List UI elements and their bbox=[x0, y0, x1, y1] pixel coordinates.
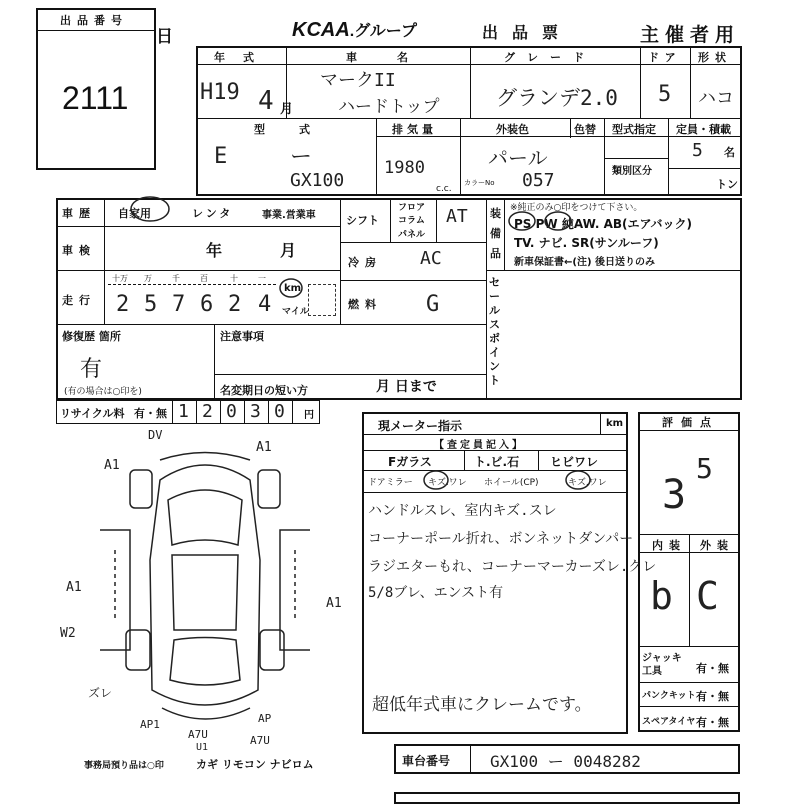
equipment-line3: 新車保証書←(注) 後日送りのみ bbox=[514, 257, 656, 268]
diagram-mark-ap1: AP1 bbox=[140, 718, 160, 731]
ac-label: 冷房 bbox=[348, 256, 382, 269]
diagram-mark-a1-right-top: A1 bbox=[256, 440, 272, 455]
capacity-unit: 名 bbox=[724, 146, 735, 159]
history-selected-circle bbox=[130, 196, 170, 222]
equipment-line1: PS PW 純AW. AB(エアバック) bbox=[514, 217, 693, 231]
note-line-3: ラジエターもれ、コーナーマーカーズレ.クレ bbox=[368, 559, 657, 575]
recycle-digit-5: 0 bbox=[274, 401, 285, 422]
year-header: 年式 bbox=[214, 51, 272, 64]
diagram-mark-a1-left-top: A1 bbox=[104, 458, 120, 473]
check-mirror-damage: キズ.ワレ bbox=[428, 478, 467, 488]
mile-label: マイル bbox=[282, 307, 309, 317]
cc-unit: c.c. bbox=[436, 184, 452, 194]
grade-header: グレード bbox=[504, 51, 596, 64]
mileage-label: 走行 bbox=[62, 294, 96, 307]
short-term-date: 月 日まで bbox=[376, 379, 437, 395]
sales-point-label: セールスポイント bbox=[489, 276, 500, 387]
notes-label: 注意事項 bbox=[220, 330, 264, 343]
mileage-digit-label-1k: 千 bbox=[172, 274, 180, 283]
note-line-1: ハンドルスレ、室内キズ.スレ bbox=[368, 503, 557, 519]
car-name-line2: ハードトップ bbox=[338, 97, 440, 117]
lot-number-box bbox=[36, 8, 156, 170]
color-value: パール bbox=[488, 146, 548, 170]
shape-header: 形状 bbox=[698, 51, 732, 64]
shift-panel: パネル bbox=[398, 230, 426, 240]
check-chip: ト.ビ.石 bbox=[474, 455, 520, 469]
mileage-digit-label-1: 一 bbox=[258, 274, 266, 283]
day-char: 日 bbox=[156, 27, 173, 47]
exterior-color-header: 外装色 bbox=[496, 123, 529, 136]
year-month: 4 bbox=[258, 86, 274, 116]
km-label: km bbox=[284, 283, 302, 294]
history-option-private: 自家用 bbox=[118, 207, 151, 220]
repair-note: (有の場合は○印を) bbox=[64, 387, 142, 397]
fuel-label: 燃料 bbox=[348, 298, 382, 311]
mileage-digit-label-100: 百 bbox=[200, 274, 208, 283]
interior-label: 内装 bbox=[652, 539, 686, 552]
shift-column: コラム bbox=[398, 216, 425, 226]
car-diagram bbox=[90, 440, 320, 740]
check-mirror: ドアミラー bbox=[368, 478, 413, 488]
note-line-5: 超低年式車にクレームです。 bbox=[372, 695, 592, 715]
name-header: 車名 bbox=[346, 51, 448, 64]
interior-value: b bbox=[650, 574, 673, 618]
spare-label: スペアタイヤ bbox=[642, 717, 696, 727]
mileage-digit-6: 4 bbox=[258, 292, 272, 317]
evaluation-score: 3 bbox=[662, 472, 687, 518]
color-no-value: 057 bbox=[522, 170, 555, 191]
repair-value: 有 bbox=[80, 357, 103, 382]
diagram-mark-dv: DV bbox=[148, 428, 163, 442]
month-char: 月 bbox=[280, 102, 294, 117]
history-option-business: 事業.営業車 bbox=[262, 210, 316, 221]
color-change-header: 色替 bbox=[574, 123, 596, 136]
km-circle bbox=[279, 278, 303, 298]
mileage-digit-5: 2 bbox=[228, 292, 242, 317]
diagram-mark-zure: ズレ bbox=[88, 686, 113, 700]
recycle-digit-4: 3 bbox=[250, 401, 261, 422]
diagram-mark-a7u-2: A7U bbox=[250, 734, 270, 747]
mileage-digit-label-10: 十 bbox=[230, 274, 238, 283]
equipment-note: ※純正のみ○印をつけて下さい。 bbox=[510, 203, 643, 213]
group-title: KCAA.グループ bbox=[292, 19, 417, 41]
diagram-mark-u1: U1 bbox=[196, 742, 209, 753]
recycle-digit-2: 2 bbox=[202, 401, 213, 422]
diagram-mark-ap: AP bbox=[258, 712, 272, 725]
check-crack: ヒビワレ bbox=[550, 455, 599, 469]
color-no-label: カラーNo bbox=[464, 179, 495, 187]
door-header: ドア bbox=[648, 51, 682, 64]
model-prefix: E bbox=[214, 144, 228, 169]
recycle-unit: 円 bbox=[304, 410, 314, 421]
mileage-digit-label-10k: 万 bbox=[144, 274, 152, 283]
lot-number-label: 出品番号 bbox=[60, 14, 128, 27]
mileage-digit-4: 6 bbox=[200, 292, 214, 317]
mile-checkbox[interactable] bbox=[308, 284, 336, 316]
meter-km: km bbox=[606, 418, 624, 429]
mileage-digit-label-100k: 十万 bbox=[112, 274, 128, 283]
inspection-month: 月 bbox=[280, 241, 297, 260]
shift-floor: フロア bbox=[398, 203, 426, 213]
check-wheel-damage: キズ.ワレ bbox=[568, 478, 607, 488]
model-code: GX100 bbox=[290, 170, 345, 191]
recycle-digit-3: 0 bbox=[226, 401, 237, 422]
mileage-digit-3: 7 bbox=[172, 292, 186, 317]
recycle-option: 有・無 bbox=[134, 407, 167, 420]
equipment-line2: TV. ナビ. SR(サンルーフ) bbox=[514, 236, 659, 250]
capacity-value: 5 bbox=[692, 140, 703, 161]
jack-option: 有・無 bbox=[696, 662, 729, 675]
shape-value: ハコ bbox=[698, 88, 734, 109]
exterior-value: C bbox=[696, 574, 719, 618]
shift-value: AT bbox=[446, 206, 468, 227]
model-header: 型式 bbox=[254, 123, 344, 136]
exterior-label: 外装 bbox=[700, 539, 734, 552]
repair-label: 修復歴 箇所 bbox=[62, 330, 121, 343]
note-line-4: 5/8ブレ、エンスト有 bbox=[368, 585, 504, 601]
spare-option: 有・無 bbox=[696, 716, 729, 729]
shift-label: シフト bbox=[346, 214, 379, 227]
evaluation-score-sup: 5 bbox=[696, 452, 713, 485]
year-era: H19 bbox=[200, 80, 240, 105]
puncture-label: パンクキット bbox=[642, 691, 696, 701]
car-name-line1: マークII bbox=[320, 70, 396, 91]
category-label: 類別区分 bbox=[612, 166, 652, 177]
ac-value: AC bbox=[420, 248, 442, 269]
inspector-label: 【査定員記入】 bbox=[434, 440, 525, 451]
note-line-2: コーナーポール折れ、ボンネットダンパー bbox=[368, 531, 634, 547]
recycle-label: リサイクル料 bbox=[60, 407, 125, 420]
model-dash: ー bbox=[290, 145, 313, 170]
host-use-label: 主催者用 bbox=[640, 24, 741, 46]
history-label: 車歴 bbox=[62, 207, 96, 220]
history-option-rental: レンタ bbox=[192, 207, 234, 220]
equipment-circles bbox=[508, 211, 604, 231]
lot-number-value: 2111 bbox=[62, 80, 129, 116]
chassis-value: GX100 ー 0048282 bbox=[490, 752, 641, 771]
fuel-value: G bbox=[426, 292, 440, 317]
ton-unit: トン bbox=[716, 178, 738, 191]
key-items: カギ リモコン ナビロム bbox=[196, 758, 314, 771]
mileage-digit-2: 5 bbox=[144, 292, 158, 317]
doors-value: 5 bbox=[658, 82, 672, 107]
office-items-label: 事務局預り品は○印 bbox=[84, 761, 164, 771]
short-term-label: 名変期日の短い方 bbox=[220, 384, 308, 397]
inspection-year: 年 bbox=[206, 241, 223, 260]
jack-label: ジャッキ工具 bbox=[642, 653, 682, 677]
check-circles bbox=[422, 470, 572, 492]
sheet-title: 出品票 bbox=[482, 23, 573, 42]
model-designation-header: 型式指定 bbox=[612, 123, 656, 136]
recycle-digit-1: 1 bbox=[178, 401, 189, 422]
diagram-mark-w2: W2 bbox=[60, 626, 76, 641]
capacity-header: 定員・積載 bbox=[676, 123, 731, 136]
diagram-mark-a1-left: A1 bbox=[66, 580, 82, 595]
diagram-mark-a7u-1: A7U bbox=[188, 728, 208, 741]
grade-value: グランデ2.0 bbox=[496, 86, 618, 110]
evaluation-label: 評価点 bbox=[662, 416, 719, 429]
inspection-label: 車検 bbox=[62, 244, 96, 257]
meter-label: 現メーター指示 bbox=[378, 419, 463, 433]
check-fglass: Fガラス bbox=[388, 455, 432, 469]
diagram-mark-a1-right: A1 bbox=[326, 596, 342, 611]
bottom-strip bbox=[394, 792, 740, 804]
chassis-label: 車台番号 bbox=[402, 754, 451, 768]
check-wheel: ホイール(CP) bbox=[484, 478, 539, 488]
cc-value: 1980 bbox=[384, 158, 425, 178]
displacement-header: 排気量 bbox=[392, 123, 437, 136]
puncture-option: 有・無 bbox=[696, 690, 729, 703]
mileage-digit-1: 2 bbox=[116, 292, 130, 317]
equipment-label: 装備品 bbox=[490, 207, 501, 260]
